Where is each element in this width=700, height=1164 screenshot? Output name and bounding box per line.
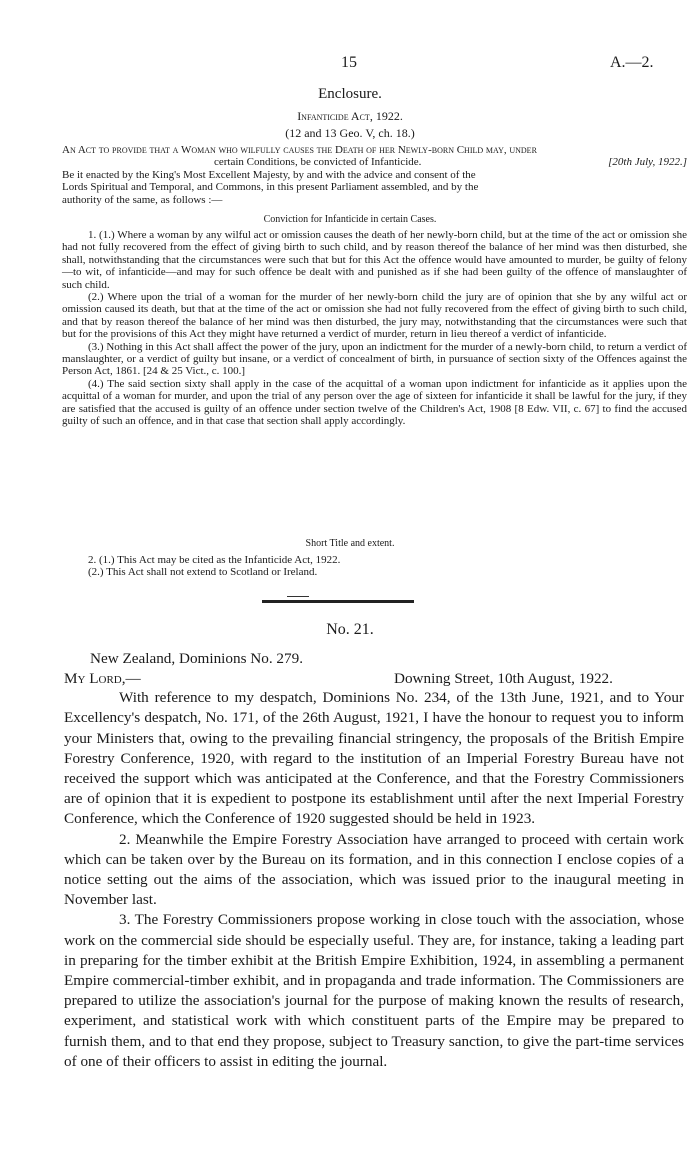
letter-number: No. 21.	[326, 621, 374, 638]
dominion-reference: New Zealand, Dominions No. 279.	[90, 650, 304, 667]
page-header	[0, 54, 700, 78]
letter-paragraph-2: 2. Meanwhile the Empire Forestry Association have arranged to proceed with certain work which can be taken over by the Bureau on its formation, and in this connection I enclose copies of a notice setting out the aims of the association, which was issued prior to the inaugural meeting in November last.	[64, 830, 684, 909]
enacting-line-1: Be it enacted by the King's Most Excellent Majesty, by and with the advice and consent of the	[62, 168, 476, 181]
assent-date: [20th July, 1922.]	[608, 156, 687, 169]
page-number: 15	[341, 54, 357, 71]
long-title-line-1: An Act to provide that a Woman who wilfully causes the Death of her Newly-born Child may, under	[62, 144, 537, 156]
separator-short-rule	[287, 596, 309, 597]
section-2-subsection-1: 2. (1.) This Act may be cited as the Infanticide Act, 1922.	[88, 554, 341, 566]
letter-body	[64, 649, 684, 1072]
section-1-subsection-4: (4.) The said section sixty shall apply in the case of the acquittal of a woman upon indictment for infanticide as it applies upon the acquittal of a woman for murder, and upon the trial of any person over the age of sixteen for infanticide it shall be lawful for the jury, if they are satisfied that the accused is guilty of an offence under section twelve of the Children's Act, 1908 [8 Edw. VII, c. 67] to find the accused guilty of such an offence, and in that case that section shall apply accordingly.	[62, 377, 687, 428]
section-1-subsection-2: (2.) Where upon the trial of a woman for the murder of her newly-born child the jury are of opinion that she by any wilful act or omission caused its death, but that at the time of the act or omission she had not fully recovered from the effect of giving birth to such child, and that by reason thereof the balance of her mind was then disturbed, the jury may, notwithstanding that the circumstances were such that but for the provisions of this Act they might have returned a verdict of murder, return in lieu thereof a verdict of infanticide.	[62, 291, 687, 341]
section-heading-conviction: Conviction for Infanticide in certain Cases.	[263, 214, 437, 225]
act-title: Infanticide Act, 1922.	[297, 109, 403, 123]
section-1-subsection-1: 1. (1.) Where a woman by any wilful act or omission causes the death of her newly-born child, but at the time of the act or omission she had not fully recovered from the effect of giving birth to such child, and by reason thereof the balance of her mind was then disturbed, she shall, notwithstanding that the circumstances were such that but for this Act the offence would have amounted to murder, be guilty of felony—to wit, of infanticide—and may for such offence be dealt with and punished as if she had been guilty of the offence of manslaughter of such child.	[62, 229, 687, 291]
act-preamble	[62, 144, 687, 206]
letter-opening-row	[64, 669, 684, 689]
salutation: My Lord,—	[64, 670, 141, 688]
paper-reference: A.—2.	[610, 54, 654, 71]
enclosure-heading: Enclosure.	[318, 86, 382, 102]
letter-paragraph-1: With reference to my despatch, Dominions No. 234, of the 13th June, 1921, and to Your Excellency's despatch, No. 171, of the 26th August, 1921, I have the honour to request you to inform your Ministers that, owing to the prevailing financial stringency, the proposals of the British Empire Forestry Conference, 1920, with regard to the institution of an Imperial Forestry Bureau have not received the support which was anticipated at the Conference, and that the Forestry Commissioners are of opinion that it is expedient to postpone its establishment until after the next Imperial Forestry Conference, which the Conference of 1920 suggested should be held in 1923.	[64, 689, 684, 828]
enacting-line-2: Lords Spiritual and Temporal, and Commons, in this present Parliament assembled, and by the	[62, 181, 479, 194]
section-2	[62, 554, 687, 579]
separator-rule	[262, 600, 414, 603]
letter-paragraph-3: 3. The Forestry Commissioners propose working in close touch with the association, whose work on the commercial side should be especially useful. They are, for instance, taking a leading part in preparing for the timber exhibit at the British Empire Exhibition, 1924, in assembling a permanent Empire commercial-timber exhibit, and in propaganda and trade information. The Commissioners are prepared to utilize the association's journal for the purpose of making known the results of research, experiment, and statistical work with which constituent parts of the Empire may be prepared to furnish them, and to that end they propose, subject to Treasury sanction, to give the part-time services of one of their officers to assist in editing the journal.	[64, 911, 684, 1070]
section-heading-short-title: Short Title and extent.	[305, 538, 395, 549]
act-citation: (12 and 13 Geo. V, ch. 18.)	[285, 126, 415, 140]
section-2-subsection-2: (2.) This Act shall not extend to Scotland or Ireland.	[88, 566, 318, 579]
long-title-line-2: certain Conditions, be convicted of Infanticide. [20th July, 1922.]	[214, 156, 687, 169]
section-1-subsection-3: (3.) Nothing in this Act shall affect the power of the jury, upon an indictment for the murder of a newly-born child, to return a verdict of manslaughter, or a verdict of guilty but insane, or a verdict of concealment of birth, in pursuance of section sixty of the Offences against the Person Act, 1861. [24 & 25 Vict., c. 100.]	[62, 340, 687, 378]
enacting-line-3: authority of the same, as follows :—	[62, 193, 223, 206]
section-1	[62, 229, 687, 428]
place-and-date: Downing Street, 10th August, 1922.	[394, 670, 613, 688]
